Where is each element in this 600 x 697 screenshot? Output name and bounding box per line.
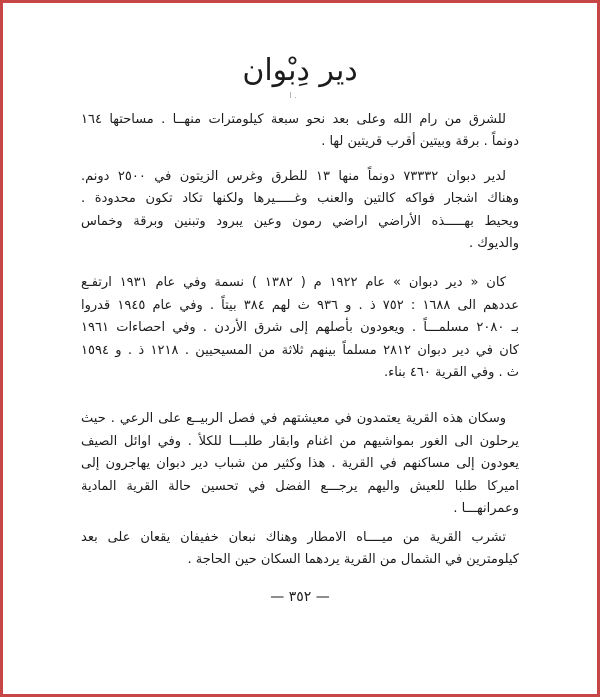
paragraph — [81, 166, 519, 256]
text-line: لدير دبوان ٧٣٣٣٢ دونماً منها ١٣ للطرق وغرس الزيتون في ٢٥٠٠ دونم. — [81, 168, 506, 184]
text-line: للشرق من رام الله وعلى بعد نحو سبعة كيلومترات منهــا . مساحتها ١٦٤ — [81, 112, 506, 127]
page-frame — [3, 3, 597, 605]
text-line: ث . وفي القرية ٤٦٠ بناء. — [384, 365, 519, 381]
paragraph — [81, 408, 519, 520]
text-line: كان « دير دبوان » عام ١٩٢٢ م ( ١٣٨٢ ) نسمة وفي عام ١٩٣١ ارتفـع — [81, 275, 506, 291]
title-ornament-mark: ا . — [289, 91, 297, 100]
text-line: بـ ٢٠٨٠ مسلمـــاً . ويعودون بأصلهم إلى شرق الأردن . وفي احصاءات ١٩٦١ — [81, 320, 520, 336]
text-line: وعمرانهـــا . — [453, 501, 519, 517]
paragraph — [81, 527, 519, 572]
text-line: كان في دير دبوان ٢٨١٢ مسلماً بينهم ثلاثة من المسيحيين . ١٢١٨ ذ . و ١٥٩٤ — [81, 342, 520, 358]
text-line: ويحيط بهـــــذه الأراضي اراضي رمون وعين يبرود وتبنين وبرقة وخماس — [81, 213, 519, 229]
paragraph — [81, 109, 519, 154]
paragraph — [81, 272, 519, 384]
page-number: — ٣٥٢ — — [270, 589, 330, 606]
page-title: دير دِبْوان — [242, 53, 358, 88]
text-line: وهناك اشجار فواكه كالتين والعنب وغـــــيرها ولكنها تكاد تكون محدودة . — [81, 191, 519, 207]
text-line: يرحلون الى الغور بمواشيهم من اغنام وابقار طلبـــا للكلأ . وفي اوائل الصيف — [81, 433, 519, 449]
text-line: عددهم الى ١٦٨٨ : ٧٥٢ ذ . و ٩٣٦ ث لهم ٣٨٤ بيتاً . وفي عام ١٩٤٥ قدروا — [81, 297, 519, 313]
text-line: دونماً . برقة وبيتين أقرب قريتين لها . — [321, 134, 519, 150]
text-line: اميركا طلبا للعيش واليهم يرجـــع الفضل في تحسين حالة القرية المادية — [81, 478, 519, 494]
text-line: كيلومترين في الشمال من القرية يردهما السكان حين الحاجة . — [187, 551, 519, 567]
text-line: وسكان هذه القرية يعتمدون في معيشتهم في فصل الربيــع على الرعي . حيث — [81, 411, 506, 427]
text-line: يعودون إلى مساكنهم في القرية . هذا وكثير من شباب دير دبوان يهاجرون إلى — [81, 456, 519, 472]
body-text — [81, 109, 519, 571]
text-line: تشرب القرية من ميــــاه الامطار وهناك نبعان خفيفان يقعان على بعد — [81, 529, 506, 545]
text-line: والديوك . — [469, 236, 519, 252]
